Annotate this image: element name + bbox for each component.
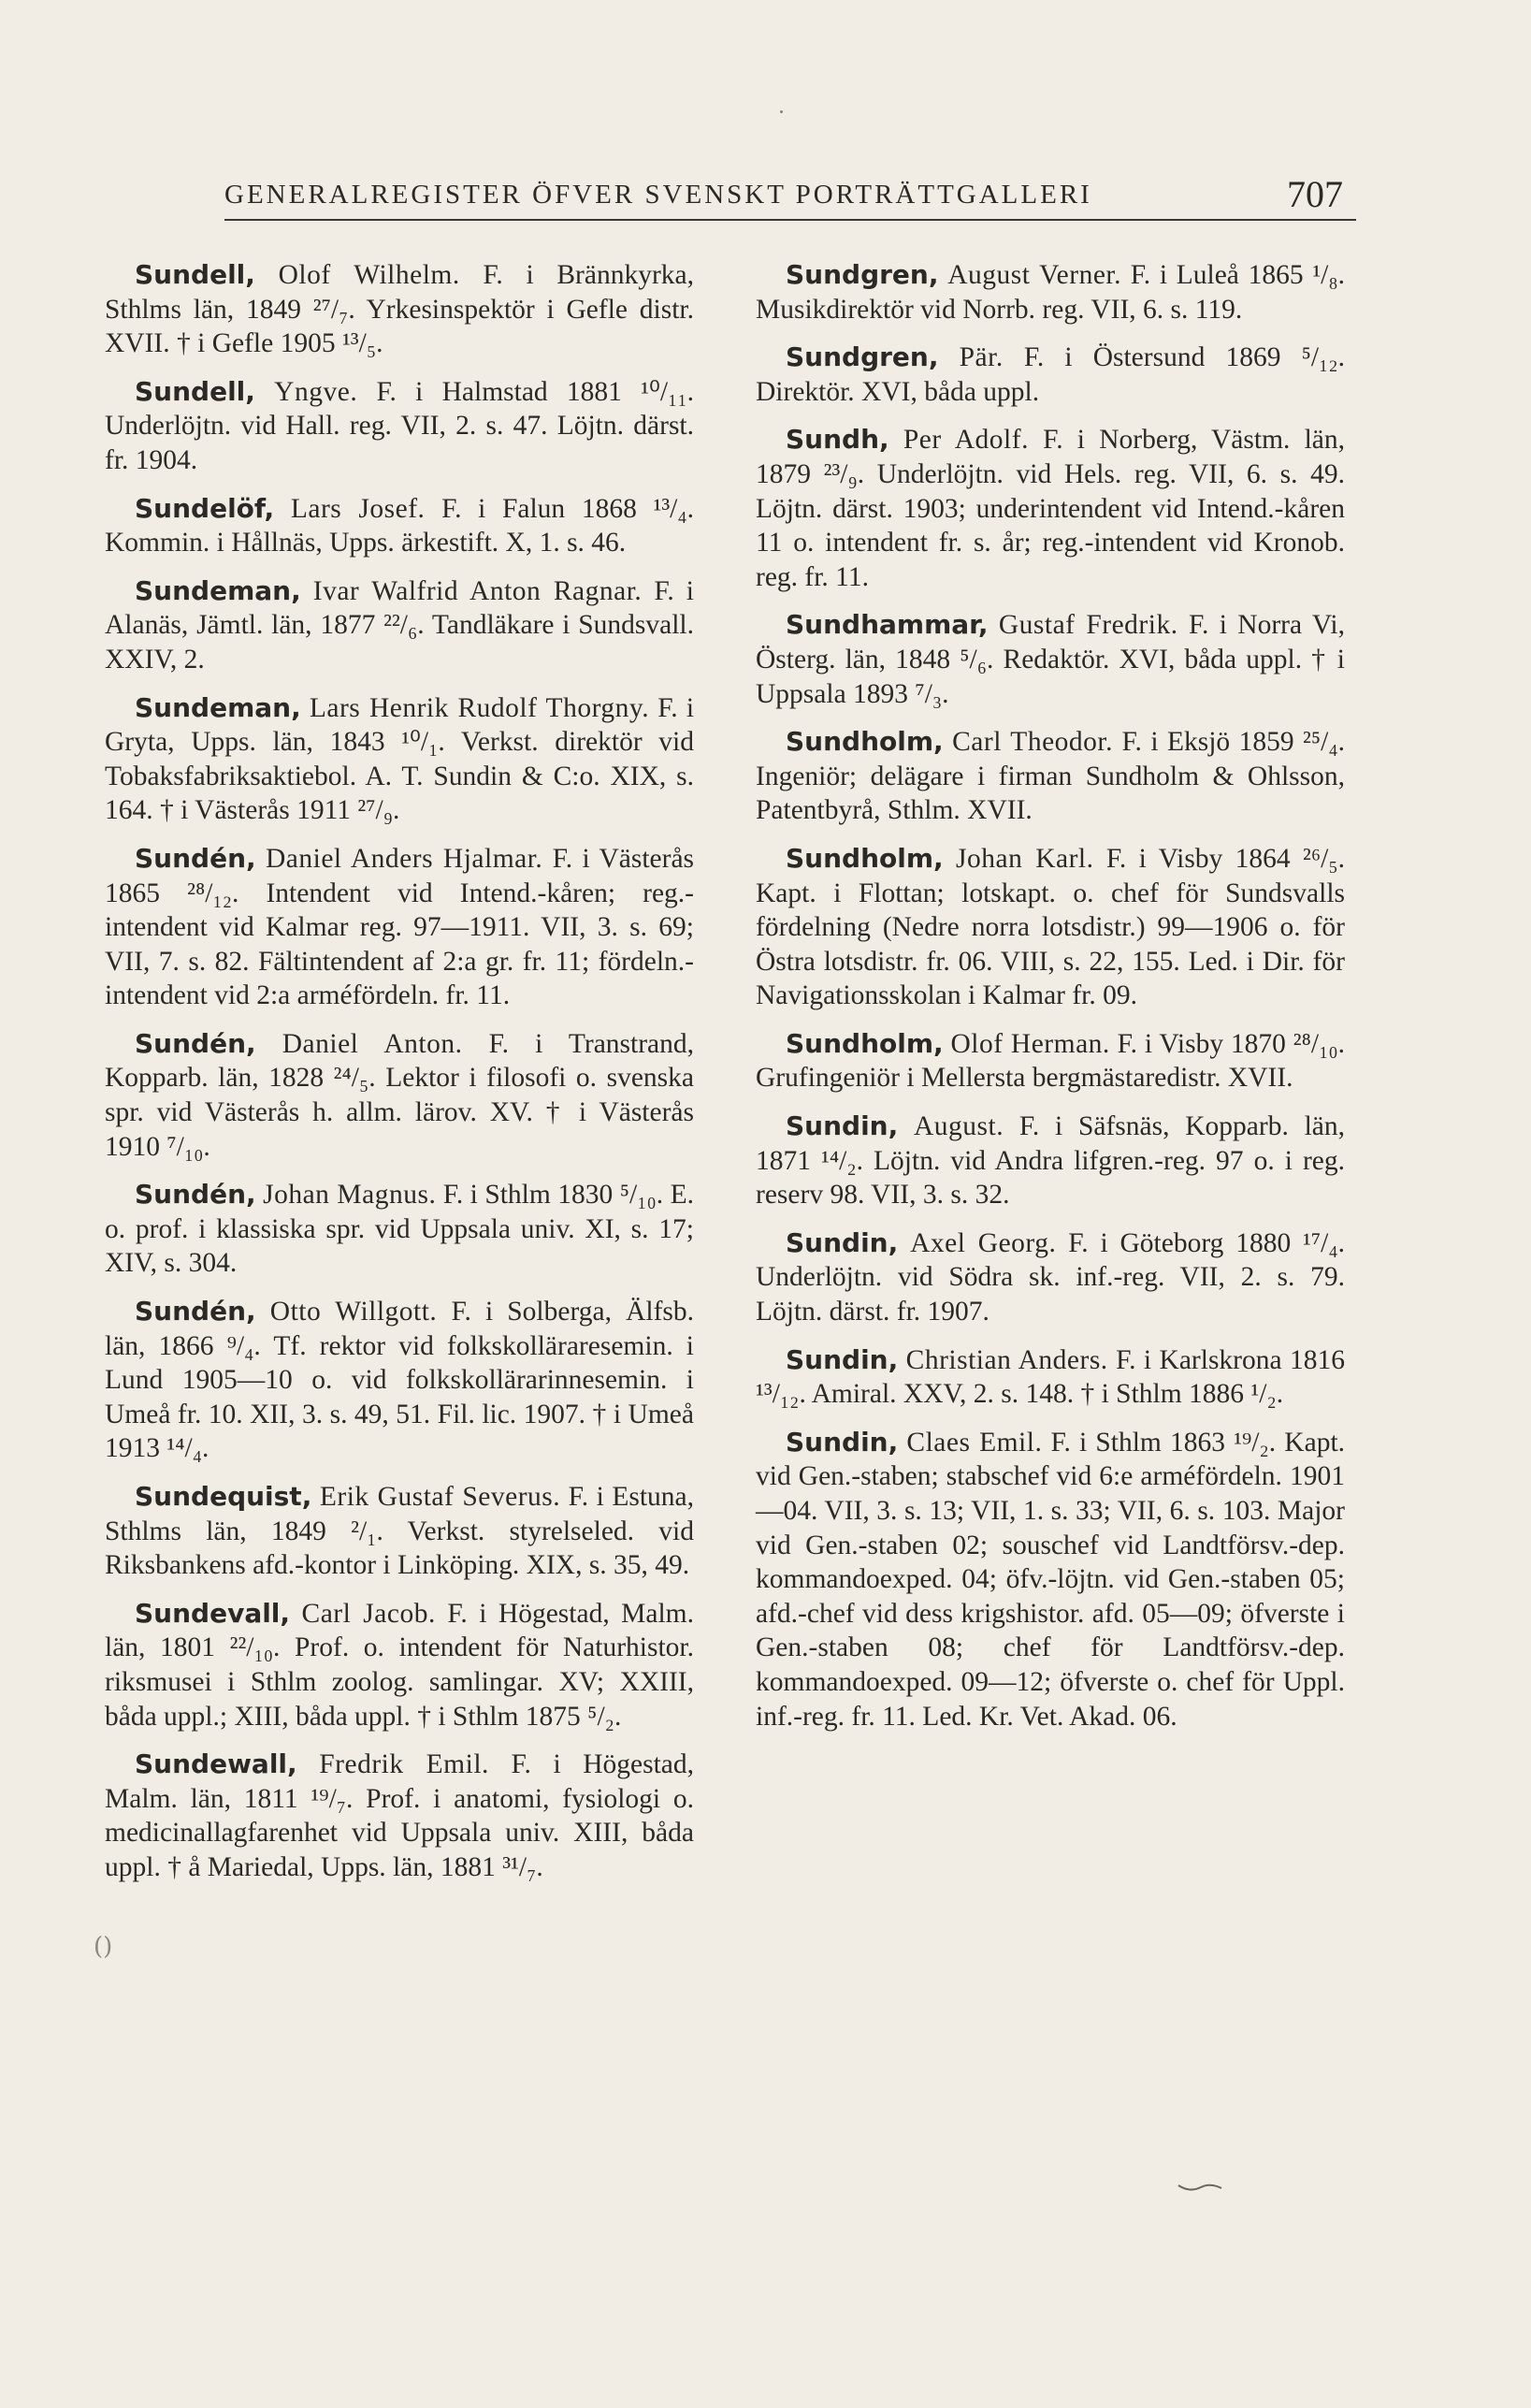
- entry-given-names: Olof Wilhelm.: [278, 260, 460, 290]
- entry-surname: Sundewall,: [135, 1748, 297, 1780]
- entry-surname: Sundén,: [135, 842, 256, 874]
- entry-given-names: Johan Karl.: [956, 843, 1094, 874]
- entry-given-names: Ivar Walfrid Anton Ragnar.: [312, 575, 643, 606]
- entry-given-names: Daniel Anders Hjalmar.: [266, 843, 543, 874]
- entry-given-names: Carl Jacob.: [301, 1598, 436, 1629]
- entry-text: F. i Högestad, Malm. län, 1801 ²²/₁₀. Prof. o. intendent för Naturhistor. riksmusei i Sthlm zoolog. samlingar. XV; XXIII, båda uppl.; XIII, båda uppl. † i Sthlm 1875 ⁵/₂.: [105, 1598, 695, 1732]
- entry-surname: Sundevall,: [135, 1597, 291, 1629]
- register-entry: [756, 1110, 1345, 1212]
- register-entry: [756, 725, 1345, 828]
- entry-surname: Sundén,: [135, 1027, 256, 1059]
- entry-surname: Sundholm,: [786, 1027, 944, 1059]
- entry-text: F. i Högestad, Malm. län, 1811 ¹⁹/₇. Prof. i anatomi, fysiologi o. medicinallagfarenhet vid Uppsala univ. XIII, båda uppl. † å Mariedal, Upps. län, 1881 ³¹/₇.: [105, 1749, 695, 1882]
- register-entry: [105, 492, 694, 560]
- entry-given-names: Gustaf Fredrik.: [998, 610, 1178, 641]
- register-entry: [105, 258, 694, 361]
- entry-surname: Sundén,: [135, 1179, 256, 1211]
- entry-surname: Sundell,: [135, 259, 255, 290]
- entry-surname: Sundgren,: [786, 259, 939, 290]
- register-entry: [105, 842, 694, 1013]
- entry-given-names: Olof Herman.: [950, 1028, 1110, 1059]
- page-number: 707: [1287, 173, 1343, 215]
- register-entry: [105, 691, 694, 828]
- left-column: [105, 258, 694, 1899]
- ink-speck: [780, 110, 783, 113]
- register-entry: [756, 341, 1345, 409]
- entry-given-names: Johan Magnus.: [263, 1180, 437, 1211]
- register-entry: [756, 1343, 1345, 1412]
- register-entry: [105, 1295, 694, 1466]
- entry-given-names: Erik Gustaf Severus.: [319, 1482, 561, 1512]
- entry-surname: Sundén,: [135, 1296, 256, 1327]
- entry-text: F. i Gryta, Upps. län, 1843 ¹⁰/₁. Verkst. direktör vid Tobaksfabriksaktiebol. A. T. Sundin & C:o. XIX, s. 164. † i Västerås 1911 ²⁷/₉.: [105, 692, 695, 826]
- register-entry: [105, 375, 694, 478]
- entry-text: F. i Solberga, Älfsb. län, 1866 ⁹/₄. Tf. rektor vid folkskolläraresemin. i Lund 1905—10 o. vid folkskollärarinnesemin. i Umeå fr. 10. XII, 3. s. 49, 51. Fil. lic. 1907. † i Umeå 1913 ¹⁴/₄.: [105, 1297, 695, 1464]
- entry-surname: Sundin,: [786, 1343, 899, 1375]
- register-entry: [756, 1226, 1345, 1329]
- register-entry: [105, 574, 694, 677]
- entry-given-names: August.: [914, 1111, 1004, 1142]
- register-entry: [756, 258, 1345, 326]
- entry-given-names: Christian Anders.: [905, 1344, 1108, 1375]
- register-entry: [756, 423, 1345, 594]
- entry-text: F. i Karlskrona 1816 ¹³/₁₂. Amiral. XXV, 2. s. 148. † i Sthlm 1886 ¹/₂.: [756, 1344, 1345, 1410]
- entry-given-names: Pär.: [959, 342, 1004, 373]
- register-entry: [756, 608, 1345, 711]
- entry-given-names: Daniel Anton.: [282, 1028, 463, 1059]
- entry-given-names: Axel Georg.: [910, 1227, 1057, 1258]
- entry-text: F. i Estuna, Sthlms län, 1849 ²/₁. Verkst. styrelseled. vid Riksbankens afd.-kontor i Linköping. XIX, s. 35, 49.: [105, 1482, 695, 1581]
- register-entry: [756, 1426, 1345, 1733]
- scribble-mark: [1177, 2180, 1223, 2195]
- entry-surname: Sundgren,: [786, 341, 939, 373]
- entry-given-names: Fredrik Emil.: [319, 1749, 489, 1780]
- entry-text: F. i Göteborg 1880 ¹⁷/₄. Underlöjtn. vid Södra sk. inf.-reg. VII, 2. s. 79. Löjtn. därst. fr. 1907.: [756, 1227, 1346, 1327]
- entry-text: F. i Västerås 1865 ²⁸/₁₂. Intendent vid Intend.-kåren; reg.-intendent vid Kalmar reg. 97—1911. VII, 3. s. 69; VII, 7. s. 82. Fältintendent af 2:a gr. fr. 11; fördeln.-intendent vid 2:a arméfördeln. fr. 11.: [105, 843, 695, 1011]
- entry-surname: Sundeman,: [135, 574, 301, 606]
- entry-text: F. i Norberg, Västm. län, 1879 ²³/₉. Underlöjtn. vid Hels. reg. VII, 6. s. 49. Löjtn. därst. 1903; underintendent vid Intend.-kåren 11 o. intendent fr. s. år; reg.-intendent vid Kronob. reg. fr. 11.: [756, 425, 1346, 592]
- entry-surname: Sundelöf,: [135, 492, 275, 524]
- margin-mark: (): [94, 1933, 113, 1961]
- entry-surname: Sundin,: [786, 1110, 899, 1142]
- entry-given-names: Per Adolf.: [903, 425, 1029, 456]
- entry-surname: Sundin,: [786, 1226, 899, 1258]
- running-title: GENERALREGISTER ÖFVER SVENSKT PORTRÄTTGALLERI: [224, 180, 1092, 210]
- entry-text: F. i Falun 1868 ¹³/₄. Kommin. i Hållnäs, Upps. ärkestift. X, 1. s. 46.: [105, 493, 695, 558]
- entry-text: F. i Östersund 1869 ⁵/₁₂. Direktör. XVI, båda uppl.: [756, 342, 1345, 407]
- register-entry: [105, 1027, 694, 1164]
- entry-surname: Sundin,: [786, 1426, 899, 1458]
- entry-text: F. i Eksjö 1859 ²⁵/₄. Ingeniör; delägare i firman Sundholm & Ohlsson, Patentbyrå, Sthlm. XVII.: [756, 727, 1346, 826]
- register-entry: [756, 842, 1345, 1013]
- entry-surname: Sundholm,: [786, 842, 944, 874]
- entry-text: F. i Alanäs, Jämtl. län, 1877 ²²/₆. Tandläkare i Sundsvall. XXIV, 2.: [105, 575, 694, 675]
- register-entry: [105, 1748, 694, 1884]
- entry-text: F. i Sthlm 1830 ⁵/₁₀. E. o. prof. i klassiska spr. vid Uppsala univ. XI, s. 17; XIV, s. 304.: [105, 1180, 695, 1279]
- entry-surname: Sundh,: [786, 424, 889, 456]
- entry-surname: Sundequist,: [135, 1481, 312, 1512]
- entry-surname: Sundholm,: [786, 726, 944, 758]
- entry-surname: Sundhammar,: [786, 609, 989, 641]
- entry-given-names: Carl Theodor.: [952, 727, 1113, 758]
- entry-given-names: Lars Josef.: [290, 493, 426, 524]
- entry-text: F. i Luleå 1865 ¹/₈. Musikdirektör vid Norrb. reg. VII, 6. s. 119.: [756, 260, 1346, 325]
- entry-text: F. i Sthlm 1863 ¹⁹/₂. Kapt. vid Gen.-staben; stabschef vid 6:e arméfördeln. 1901—04. VII, 3. s. 13; VII, 1. s. 33; VII, 6. s. 103. Major vid Gen.-staben 02; souschef vid Landtförsv.-dep. kommandoexped. 04; öfv.-löjtn. vid Gen.-staben 05; afd.-chef vid dess krigshistor. afd. 05—09; öfverste i Gen.-staben 08; chef för Landtförsv.-dep. kommandoexped. 09—12; öfverste o. chef för Uppl. inf.-reg. fr. 11. Led. Kr. Vet. Akad. 06.: [756, 1427, 1346, 1732]
- page-header: [224, 173, 1356, 223]
- entry-surname: Sundeman,: [135, 691, 301, 723]
- entry-given-names: Yngve.: [274, 376, 358, 407]
- entry-text: F. i Transtrand, Kopparb. län, 1828 ²⁴/₅. Lektor i filosofi o. svenska spr. vid Västerås h. allm. lärov. XV. † i Västerås 1910 ⁷/₁₀.: [105, 1028, 695, 1162]
- entry-text: F. i Visby 1870 ²⁸/₁₀. Grufingeniör i Mellersta bergmästaredistr. XVII.: [756, 1028, 1346, 1094]
- register-entry: [105, 1597, 694, 1733]
- entry-surname: Sundell,: [135, 375, 255, 407]
- entry-given-names: August Verner.: [947, 260, 1121, 290]
- register-entry: [105, 1178, 694, 1281]
- entry-given-names: Claes Emil.: [906, 1427, 1043, 1458]
- register-entry: [756, 1027, 1345, 1095]
- entry-text: F. i Norra Vi, Österg. län, 1848 ⁵/₆. Redaktör. XVI, båda uppl. † i Uppsala 1893 ⁷/₃.: [756, 610, 1345, 709]
- right-column: [756, 258, 1345, 1748]
- entry-text: F. i Visby 1864 ²⁶/₅. Kapt. i Flottan; lotskapt. o. chef för Sundsvalls fördelning (Nedre norra lotsdistr.) 99—1906 o. för Östra lotsdistr. fr. 06. VIII, s. 22, 155. Led. i Dir. för Navigationsskolan i Kalmar fr. 09.: [756, 843, 1346, 1011]
- entry-given-names: Otto Willgott.: [269, 1297, 438, 1327]
- entry-given-names: Lars Henrik Rudolf Thorgny.: [309, 692, 650, 723]
- entry-text: F. i Halmstad 1881 ¹⁰/₁₁. Underlöjtn. vid Hall. reg. VII, 2. s. 47. Löjtn. därst. fr. 1904.: [105, 376, 694, 475]
- entry-text: F. i Brännkyrka, Sthlms län, 1849 ²⁷/₇. Yrkesinspektör i Gefle distr. XVII. † i Gefle 1905 ¹³/₅.: [105, 260, 694, 359]
- register-entry: [105, 1480, 694, 1583]
- entry-text: F. i Säfsnäs, Kopparb. län, 1871 ¹⁴/₂. Löjtn. vid Andra lifgren.-reg. 97 o. i reg. reserv 98. VII, 3. s. 32.: [756, 1111, 1345, 1211]
- header-rule: [224, 219, 1356, 221]
